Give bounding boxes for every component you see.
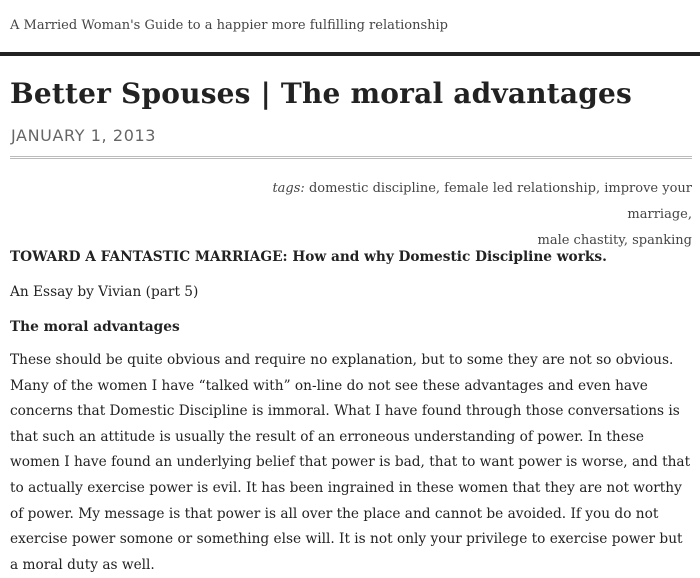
- tag-link[interactable]: female led relationship: [444, 181, 596, 196]
- essay-byline: An Essay by Vivian (part 5): [10, 284, 199, 300]
- tag-link[interactable]: improve your marriage: [604, 181, 692, 222]
- section-heading: The moral advantages: [10, 319, 180, 335]
- body-paragraph: These should be quite obvious and require no explanation, but to some they are not so obvious. Many of the women I have “talked with” on-line do not see these advantages and even have concerns that Domestic Discipline is immoral. What I have found through those conversations is that such an attitude is usually the result of an erroneous understanding of power. In these women I have found an underlying belief that power is bad, that to want power is worse, and that to actually exercise power is evil. It has been ingrained in these women that they are not worthy of power. My message is that power is all over the place and cannot be avoided. If you do not exercise power somone or something else will. It is not only your privilege to exercise power but a moral duty as well.: [10, 352, 691, 573]
- tags-label: tags:: [272, 181, 305, 196]
- tag-link[interactable]: domestic discipline: [308, 181, 436, 196]
- post-date: JANUARY 1, 2013: [11, 126, 157, 145]
- tag-link[interactable]: male chastity: [537, 233, 624, 248]
- post-tags: tags: domestic discipline, female led relationship, improve your marriage, male chastity, spanking: [272, 181, 692, 248]
- header-divider: [0, 52, 700, 56]
- title-divider: [10, 156, 692, 159]
- essay-heading: TOWARD A FANTASTIC MARRIAGE: How and why Domestic Discipline works.: [10, 249, 607, 265]
- site-tagline: A Married Woman's Guide to a happier more fulfilling relationship: [10, 18, 448, 33]
- post-title[interactable]: Better Spouses | The moral advantages: [10, 77, 632, 110]
- post-content: [10, 244, 692, 578]
- tag-link[interactable]: spanking: [632, 233, 692, 248]
